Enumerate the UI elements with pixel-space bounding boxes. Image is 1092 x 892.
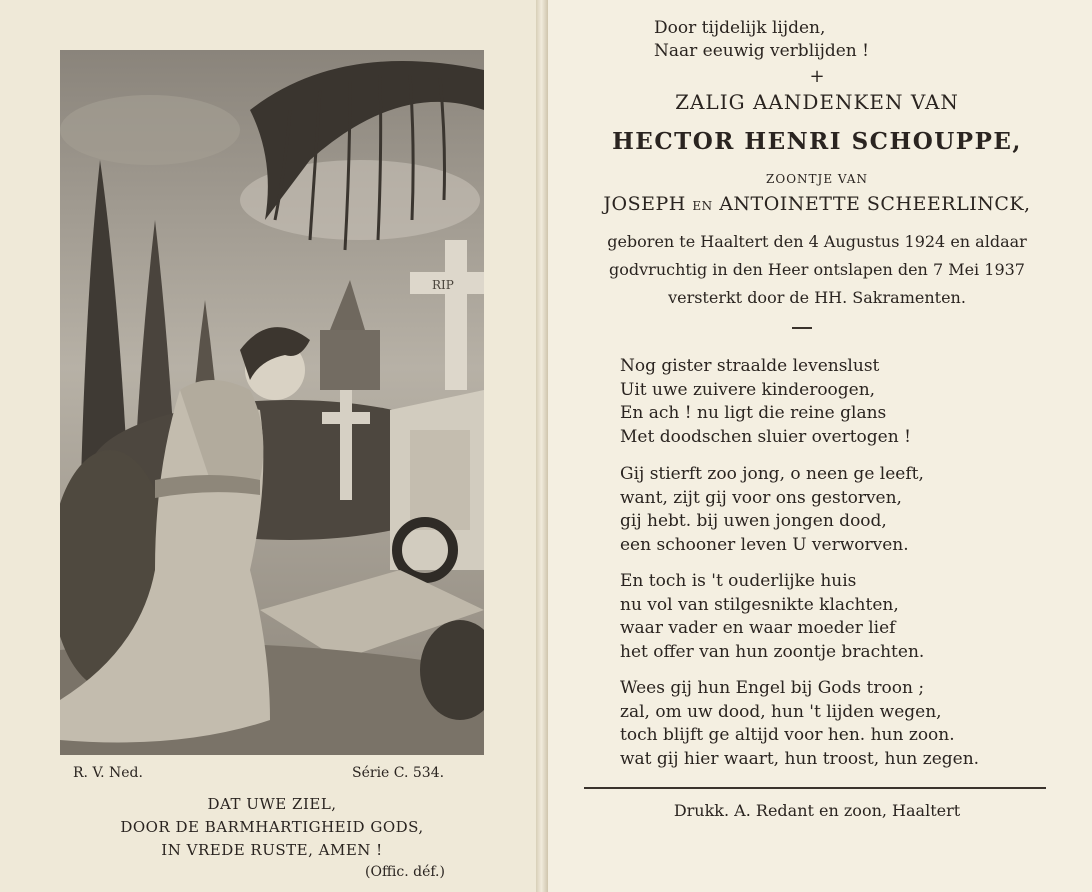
prayer-source: (Offic. déf.): [365, 864, 445, 880]
verse-line: Met doodschen sluier overtogen !: [620, 426, 911, 447]
verse-line: Uit uwe zuivere kinderoogen,: [620, 379, 876, 400]
stanza-2: [620, 463, 924, 557]
stanza-3: [620, 570, 924, 664]
verse-line: Gij stierft zoo jong, o neen ge leeft,: [620, 464, 924, 484]
deceased-name: HECTOR HENRI SCHOUPPE,: [612, 128, 1022, 155]
father-name: JOSEPH: [603, 193, 686, 215]
verse-line: Nog gister straalde levenslust: [620, 356, 880, 376]
relation-label: ZOONTJE VAN: [766, 172, 868, 186]
motto-line-2: Naar eeuwig verblijden !: [654, 41, 869, 61]
prayer-line-2: DOOR DE BARMHARTIGHEID GODS,: [120, 818, 424, 836]
verse-line: nu vol van stilgesnikte klachten,: [620, 594, 899, 615]
verse-line: een schooner leven U verworven.: [620, 534, 909, 555]
divider-long: [584, 787, 1046, 789]
sacraments-detail: versterkt door de HH. Sakramenten.: [668, 288, 966, 307]
divider-short: [792, 327, 812, 329]
cross-inscription: RIP: [432, 278, 454, 292]
verse-line: En ach ! nu ligt die reine glans: [620, 403, 887, 423]
prayer-line-3: IN VREDE RUSTE, AMEN !: [161, 841, 383, 859]
verse-line: want, zijt gij voor ons gestorven,: [620, 487, 902, 508]
devotional-image: [60, 50, 484, 755]
memorial-heading: ZALIG AANDENKEN VAN: [675, 90, 959, 114]
printer-label: Drukk. A. Redant en zoon, Haaltert: [673, 801, 961, 820]
stanza-1: [620, 355, 911, 449]
conjunction: EN: [692, 199, 713, 213]
verse-line: zal, om uw dood, hun 't lijden wegen,: [620, 701, 942, 722]
verse-line: toch blijft ge altijd voor hen. hun zoon.: [620, 725, 955, 745]
kneeling-figure-at-grave-illustration: [60, 50, 484, 755]
verse-line: het offer van hun zoontje brachten.: [620, 641, 925, 662]
prayer-line-1: DAT UWE ZIEL,: [207, 795, 337, 813]
birth-detail: geboren te Haaltert den 4 Augustus 1924 en aldaar: [607, 232, 1027, 251]
series-label: Série C. 534.: [352, 765, 445, 781]
verse-line: Wees gij hun Engel bij Gods troon ;: [620, 678, 925, 698]
cross-mark: +: [809, 66, 825, 87]
death-detail: godvruchtig in den Heer ontslapen den 7 Mei 1937: [609, 260, 1025, 279]
publisher-label: R. V. Ned.: [73, 765, 143, 781]
verse-line: waar vader en waar moeder lief: [620, 618, 896, 638]
mother-name: ANTOINETTE SCHEERLINCK,: [719, 193, 1031, 215]
verse-line: En toch is 't ouderlijke huis: [620, 571, 857, 591]
parents-line: [542, 193, 1092, 215]
verse-line: gij hebt. bij uwen jongen dood,: [620, 511, 887, 531]
motto-line-1: Door tijdelijk lijden,: [654, 18, 826, 38]
verse-line: wat gij hier waart, hun troost, hun zegen.: [620, 748, 980, 769]
stanza-4: [620, 677, 979, 771]
